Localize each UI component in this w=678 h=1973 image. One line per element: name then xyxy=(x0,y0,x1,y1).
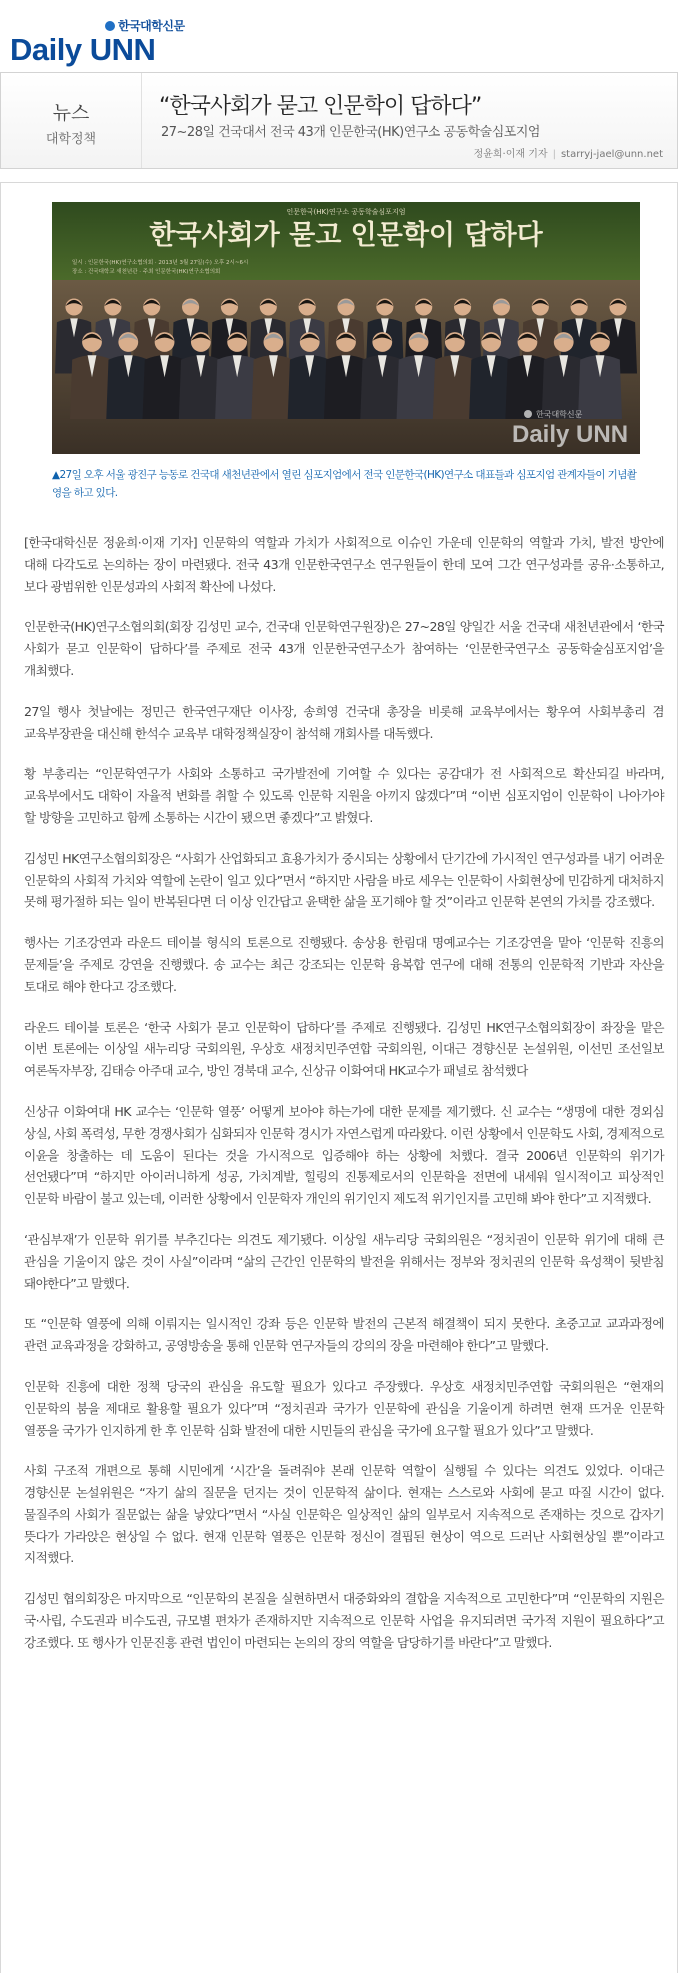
article-byline xyxy=(474,145,663,160)
article-header xyxy=(0,72,678,169)
article-paragraph: 행사는 기조강연과 라운드 테이블 형식의 토론으로 진행됐다. 송상용 한림대 명예교수는 기조강연을 맡아 ‘인문학 진흥의 문제들’을 주제로 강연을 진행했다. 송 교수는 최근 강조되는 인문학 융복합 연구에 대해 전통의 인문학적 기반과 자산을 토대로 해야 한다고 강조했다. xyxy=(24,935,664,994)
article-body xyxy=(24,532,664,1673)
article-paragraph: 인문학 진흥에 대한 정책 당국의 관심을 유도할 필요가 있다고 주장했다. 우상호 새정치민주연합 국회의원은 “현재의 인문학의 붐을 제대로 활용할 필요가 있다”며 “정치권과 국가가 인문학에 관심을 기울이게 하려면 현재 뜨거운 인문학 열풍을 국가가 인지하게 한 후 인문학 심화 발전에 대한 시민들의 관심을 국가에 요구할 필요가 있다”고 말했다. xyxy=(24,1378,664,1438)
article-paragraph: 신상규 이화여대 HK 교수는 ‘인문학 열풍’ 어떻게 보아야 하는가에 대한 문제를 제기했다. 신 교수는 “생명에 대한 경외심 상실, 사회 폭력성, 무한 경쟁사회가 심화되자 인문학 경시가 자연스럽게 따라왔다. 이런 상황에서 인문학도 사회, 경제적으로 이윤을 창출하는 데 도움이 된다는 것을 가시적으로 입증해야 하는 상황에 처했다. 결국 2006년 인문학의 위기가 선언됐다”며 “하지만 아이러니하게 성공, 가치계발, 힐링의 진통제로서의 인문학을 전면에 내세워 일시적이고 피상적인 인문학 바람이 불고 있는데, 이러한 상황에서 인문학자 개인의 위기인지 제도적 위기인지를 고민해 봐야 한다”고 지적했다. xyxy=(24,1103,664,1207)
logo-sub-text: 한국대학신문 xyxy=(118,19,185,33)
banner-top-text: 인문한국(HK)연구소 공동학술심포지엄 xyxy=(286,208,406,216)
article-paragraph: 김성민 협의회장은 마지막으로 “인문학의 본질을 실현하면서 대중화와의 결합을 지속적으로 고민한다”며 “인문학의 지원은 국·사립, 수도권과 비수도권, 규모별 편차가 존재하지만 지속적으로 인문학 사업을 유지되려면 국가적 지원이 필요하다”고 강조했다. 또 행사가 인문진흥 관련 법인이 마련되는 논의의 장의 역할을 담당하기를 바란다”고 말했다. xyxy=(24,1591,664,1650)
byline-divider: | xyxy=(552,149,556,160)
photo-watermark-sub: 한국대학신문 xyxy=(536,410,583,419)
article-paragraph: ‘관심부재’가 인문학 위기를 부추긴다는 의견도 제기됐다. 이상일 새누리당 국회의원은 “정치권이 인문학 위기에 대해 큰 관심을 기울이지 않은 것이 사실”이라며 “삶의 근간인 인문학의 발전을 위해서는 정부와 정치권의 인문학 육성책이 뒷받침 돼야한다”고 말했다. xyxy=(24,1231,664,1291)
section-label-box xyxy=(1,73,142,168)
banner-line-2: 장소 : 건국대학교 새천년관 · 주최 인문한국(HK)연구소협의회 xyxy=(72,269,221,275)
group-photo-image xyxy=(52,202,640,454)
logo-circle-icon xyxy=(105,21,115,31)
article-paragraph: 사회 구조적 개편으로 통해 시민에게 ‘시간’을 돌려줘야 본래 인문학 역할이 실행될 수 있다는 의견도 있었다. 이대근 경향신문 논설위원은 “자기 삶의 질문을 던지는 것이 인문학적 삶이다. 현재는 스스로와 사회에 묻고 따질 시간이 없다. 물질주의 사회가 질문없는 삶을 낳았다”면서 “사실 인문학은 일상적인 삶의 일부로서 지속적으로 존재하는 것으로 갑자기 뜻다가 가라앉은 현상일 수 없다. 현재 인문학 열풍은 인문학 정신이 결핍된 현상이 역으로 드러난 사회현상일 뿐”이라고 지적했다. xyxy=(24,1463,664,1566)
banner-title: 한국사회가 묻고 인문학이 답하다 xyxy=(149,220,543,251)
banner-line-1: 일시 : 인문한국(HK)연구소협의회 · 2013년 3월 27일(수) 오후 2시~6시 xyxy=(72,260,249,266)
section-name[interactable]: 뉴스 xyxy=(52,102,90,124)
article-paragraph: 황 부총리는 “인문학연구가 사회와 소통하고 국가발전에 기여할 수 있다는 공감대가 전 사회적으로 확산되길 바라며, 교육부에서도 대학이 자율적 변화를 취할 수 있도록 인문학 지원을 아끼지 않겠다”며 “이번 심포지엄이 인문학이 나아가야 할 방향을 고민하고 함께 소통하는 시간이 됐으면 좋겠다”고 밝혔다. xyxy=(24,766,664,825)
article-photo[interactable] xyxy=(52,202,640,454)
article-paragraph: 27일 행사 첫날에는 정민근 한국연구재단 이사장, 송희영 건국대 총장을 비롯해 교육부에서는 황우여 사회부총리 겸 교육부장관을 대신해 한석수 교육부 대학정책실장이 참석해 개회사를 대독했다. xyxy=(24,703,664,741)
article-paragraph: [한국대학신문 정윤희·이재 기자] 인문학의 역할과 가치가 사회적으로 이슈인 가운데 인문학의 역할과 가치, 발전 방안에 대해 다각도로 논의하는 장이 마련됐다. 전국 43개 인문한국연구소 연구원들이 한데 모여 그간 연구성과를 공유·소통하고, 보다 광범위한 인문성과의 사회적 확산에 나섰다. xyxy=(24,535,664,594)
byline-author: 정윤희·이재 기자 xyxy=(473,149,548,160)
article-paragraph: 김성민 HK연구소협의회장은 “사회가 산업화되고 효용가치가 중시되는 상황에서 단기간에 가시적인 연구성과를 내기 어려운 인문학의 사회적 가치와 역할에 논란이 일고 있다”면서 “하지만 사람을 바로 세우는 인문학이 사회현상에 민감하게 대처하지 못해 평가절하 되는 일이 반복된다면 더 이상 인간답고 윤택한 삶을 포기해야 할 것”이라고 인문학 본연의 가치를 강조했다. xyxy=(24,850,664,910)
masthead xyxy=(0,0,678,72)
photo-watermark: Daily UNN xyxy=(512,421,629,448)
photo-caption: ▲27일 오후 서울 광진구 능동로 건국대 새천년관에서 열린 심포지엄에서 전국 인문한국(HK)연구소 대표들과 심포지엄 관계자들이 기념촬영을 하고 있다. xyxy=(52,469,637,499)
article-paragraph: 또 “인문학 열풍에 의해 이뤄지는 일시적인 강좌 등은 인문학 발전의 근본적 해결책이 되지 못한다. 초중고교 교과과정에 관련 교육과정을 강화하고, 공영방송을 통해 인문학 연구자들의 강의의 장을 마련해야 한다”고 말했다. xyxy=(24,1316,664,1354)
article-headline: “한국사회가 묻고 인문학이 답하다” xyxy=(159,94,482,119)
article-paragraph: 인문한국(HK)연구소협의회(회장 김성민 교수, 건국대 인문학연구원장)은 27~28일 양일간 서울 건국대 새천년관에서 ‘한국 사회가 묻고 인문학이 답하다’를 주제로 전국 43개 인문한국연구소가 참여하는 ‘인문한국연구소 공동학술심포지엄’을 개최했다. xyxy=(24,619,664,678)
article-paragraph: 라운드 테이블 토론은 ‘한국 사회가 묻고 인문학이 답하다’를 주제로 진행됐다. 김성민 HK연구소협의회장이 좌장을 맡은 이번 토론에는 이상일 새누리당 국회의원, 우상호 새정치민주연합 국회의원, 이대근 경향신문 논설위원, 이선민 조선일보 여론독자부장, 김태승 아주대 교수, 방인 경북대 교수, 신상규 이화여대 HK교수가 패널로 참석했다 xyxy=(24,1019,664,1079)
byline-email[interactable]: starryj-jael@unn.net xyxy=(560,149,663,160)
watermark-logo-icon xyxy=(524,410,532,418)
newspaper-logo[interactable]: Daily UNN xyxy=(10,32,156,67)
article-subhead: 27~28일 건국대서 전국 43개 인문한국(HK)연구소 공동학술심포지엄 xyxy=(161,125,540,140)
subsection-name[interactable]: 대학정책 xyxy=(45,132,97,147)
